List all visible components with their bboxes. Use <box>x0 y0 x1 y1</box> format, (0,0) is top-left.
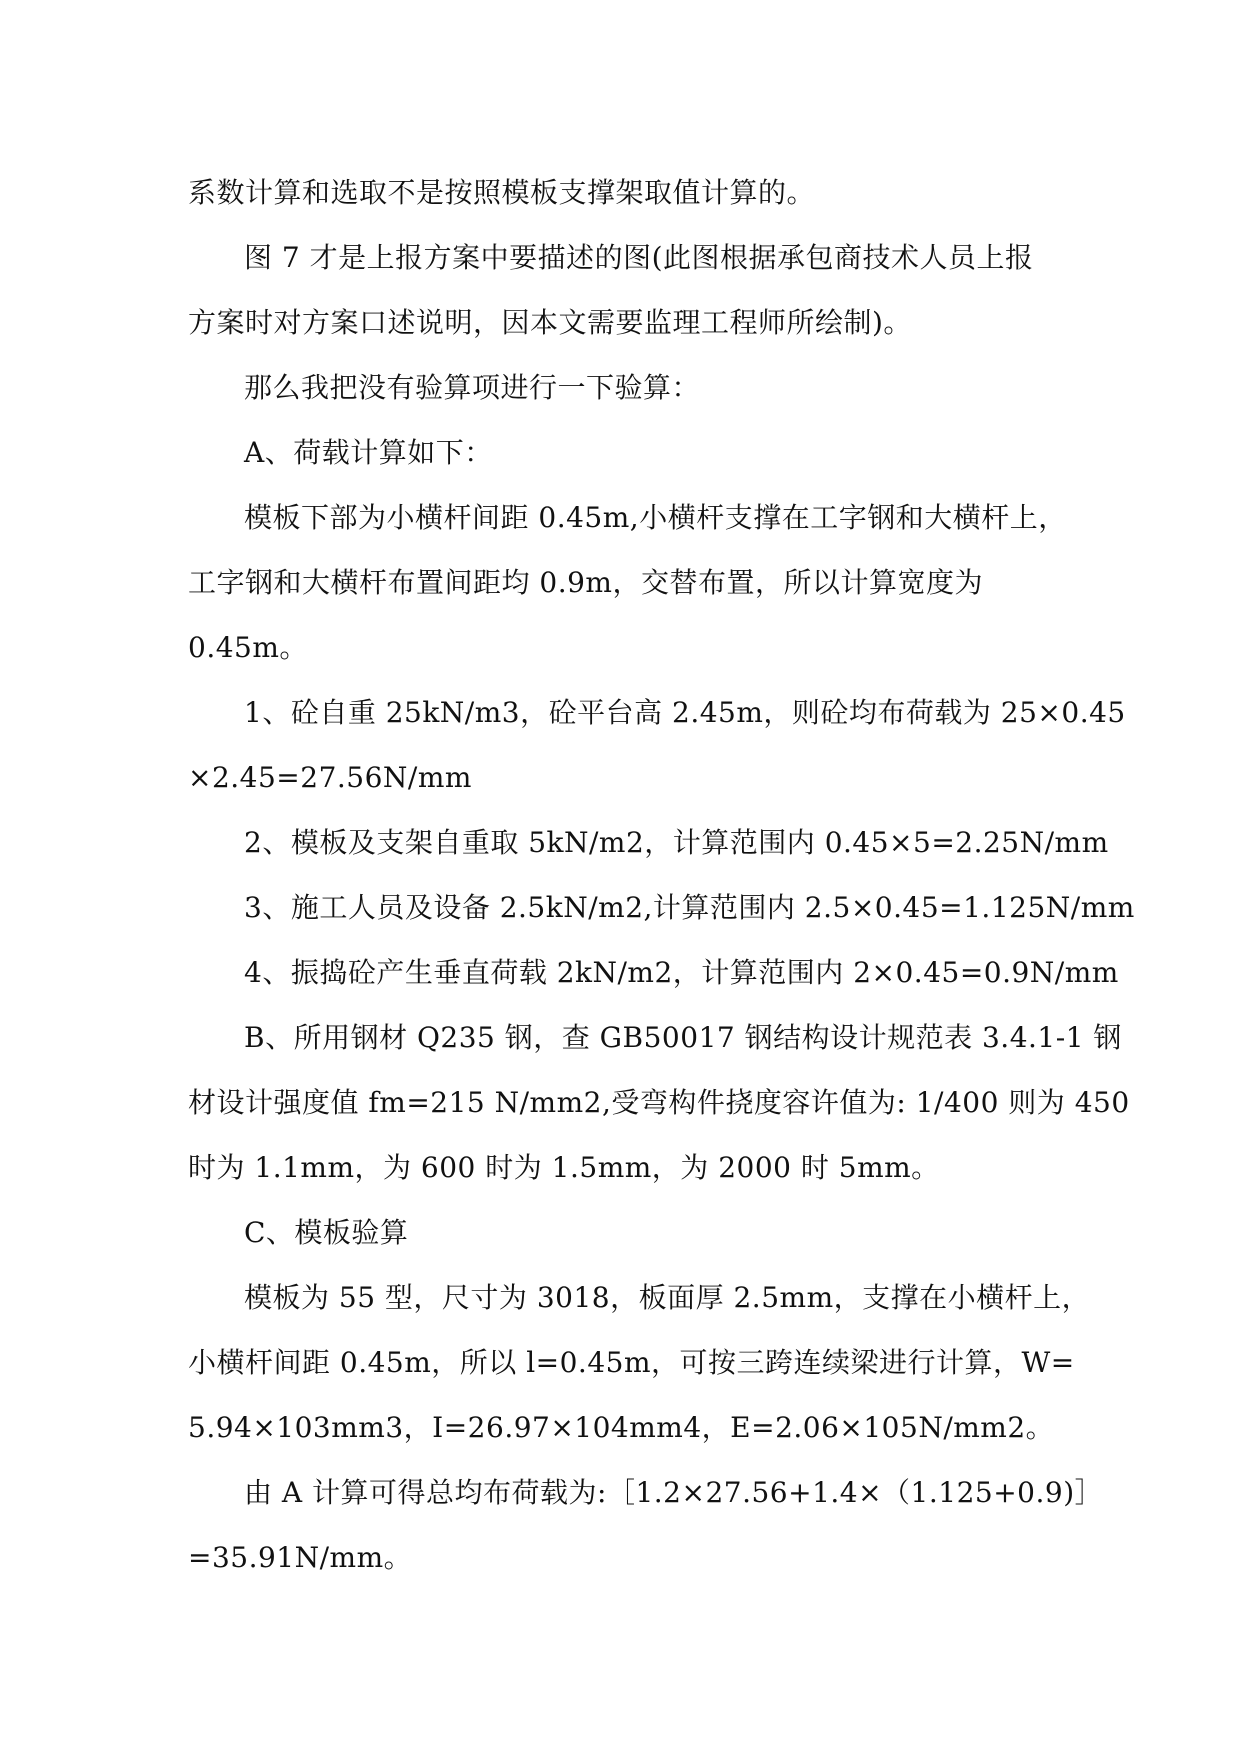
text-line: 模板为 55 型，尺寸为 3018，板面厚 2.5mm，支撑在小横杆上， <box>244 1281 1091 1314</box>
text-line: 方案时对方案口述说明，因本文需要监理工程师所绘制)。 <box>188 306 912 339</box>
paragraph-formwork-spec <box>188 1265 1091 1460</box>
paragraph-formwork-layout <box>188 485 1067 680</box>
text-line: 3、施工人员及设备 2.5kN/m2,计算范围内 2.5×0.45=1.125N/mm <box>244 891 1135 924</box>
section-heading-a <box>188 420 1063 485</box>
text-line: 小横杆间距 0.45m，所以 l=0.45m，可按三跨连续梁进行计算，W= <box>188 1346 1075 1379</box>
text-line: 1、砼自重 25kN/m3，砼平台高 2.45m，则砼均布荷载为 25×0.45 <box>244 696 1126 729</box>
text-line: 2、模板及支架自重取 5kN/m2，计算范围内 0.45×5=2.25N/mm <box>244 826 1109 859</box>
text-line: 系数计算和选取不是按照模板支撑架取值计算的。 <box>188 176 816 209</box>
text-line: 4、振捣砼产生垂直荷载 2kN/m2，计算范围内 2×0.45=0.9N/mm <box>244 956 1119 989</box>
list-item-2 <box>188 810 1109 875</box>
text-line: =35.91N/mm。 <box>188 1541 413 1574</box>
text-line: 5.94×103mm3，I=26.97×104mm4，E=2.06×105N/mm2。 <box>188 1411 1055 1444</box>
text-line: 那么我把没有验算项进行一下验算： <box>244 371 701 404</box>
section-heading-c <box>188 1200 1063 1265</box>
text-line: 材设计强度值 fm=215 N/mm2,受弯构件挠度容许值为: 1/400 则为 450 <box>188 1086 1130 1119</box>
paragraph-total-load <box>188 1460 1104 1590</box>
document-body <box>188 160 1135 1590</box>
text-line: 时为 1.1mm，为 600 时为 1.5mm，为 2000 时 5mm。 <box>188 1151 940 1184</box>
text-line: 图 7 才是上报方案中要描述的图(此图根据承包商技术人员上报 <box>244 241 1034 274</box>
text-line: C、模板验算 <box>244 1216 409 1249</box>
text-line: ×2.45=27.56N/mm <box>188 761 472 794</box>
paragraph-figure-7 <box>188 225 1063 355</box>
paragraph-intro-check <box>188 355 1063 420</box>
text-line: B、所用钢材 Q235 钢，查 GB50017 钢结构设计规范表 3.4.1-1 钢 <box>244 1021 1122 1054</box>
list-item-3 <box>188 875 1135 940</box>
text-line: 工字钢和大横杆布置间距均 0.9m，交替布置，所以计算宽度为 <box>188 566 983 599</box>
paragraph-coefficient-note <box>188 160 1063 225</box>
text-line: 0.45m。 <box>188 631 308 664</box>
text-line: 模板下部为小横杆间距 0.45m,小横杆支撑在工字钢和大横杆上， <box>244 501 1067 534</box>
text-line: A、荷载计算如下： <box>244 436 493 469</box>
section-heading-b <box>188 1005 1130 1200</box>
list-item-4 <box>188 940 1119 1005</box>
list-item-1 <box>188 680 1126 810</box>
text-line: 由 A 计算可得总均布荷载为:［1.2×27.56+1.4×（1.125+0.9)］ <box>244 1476 1104 1509</box>
